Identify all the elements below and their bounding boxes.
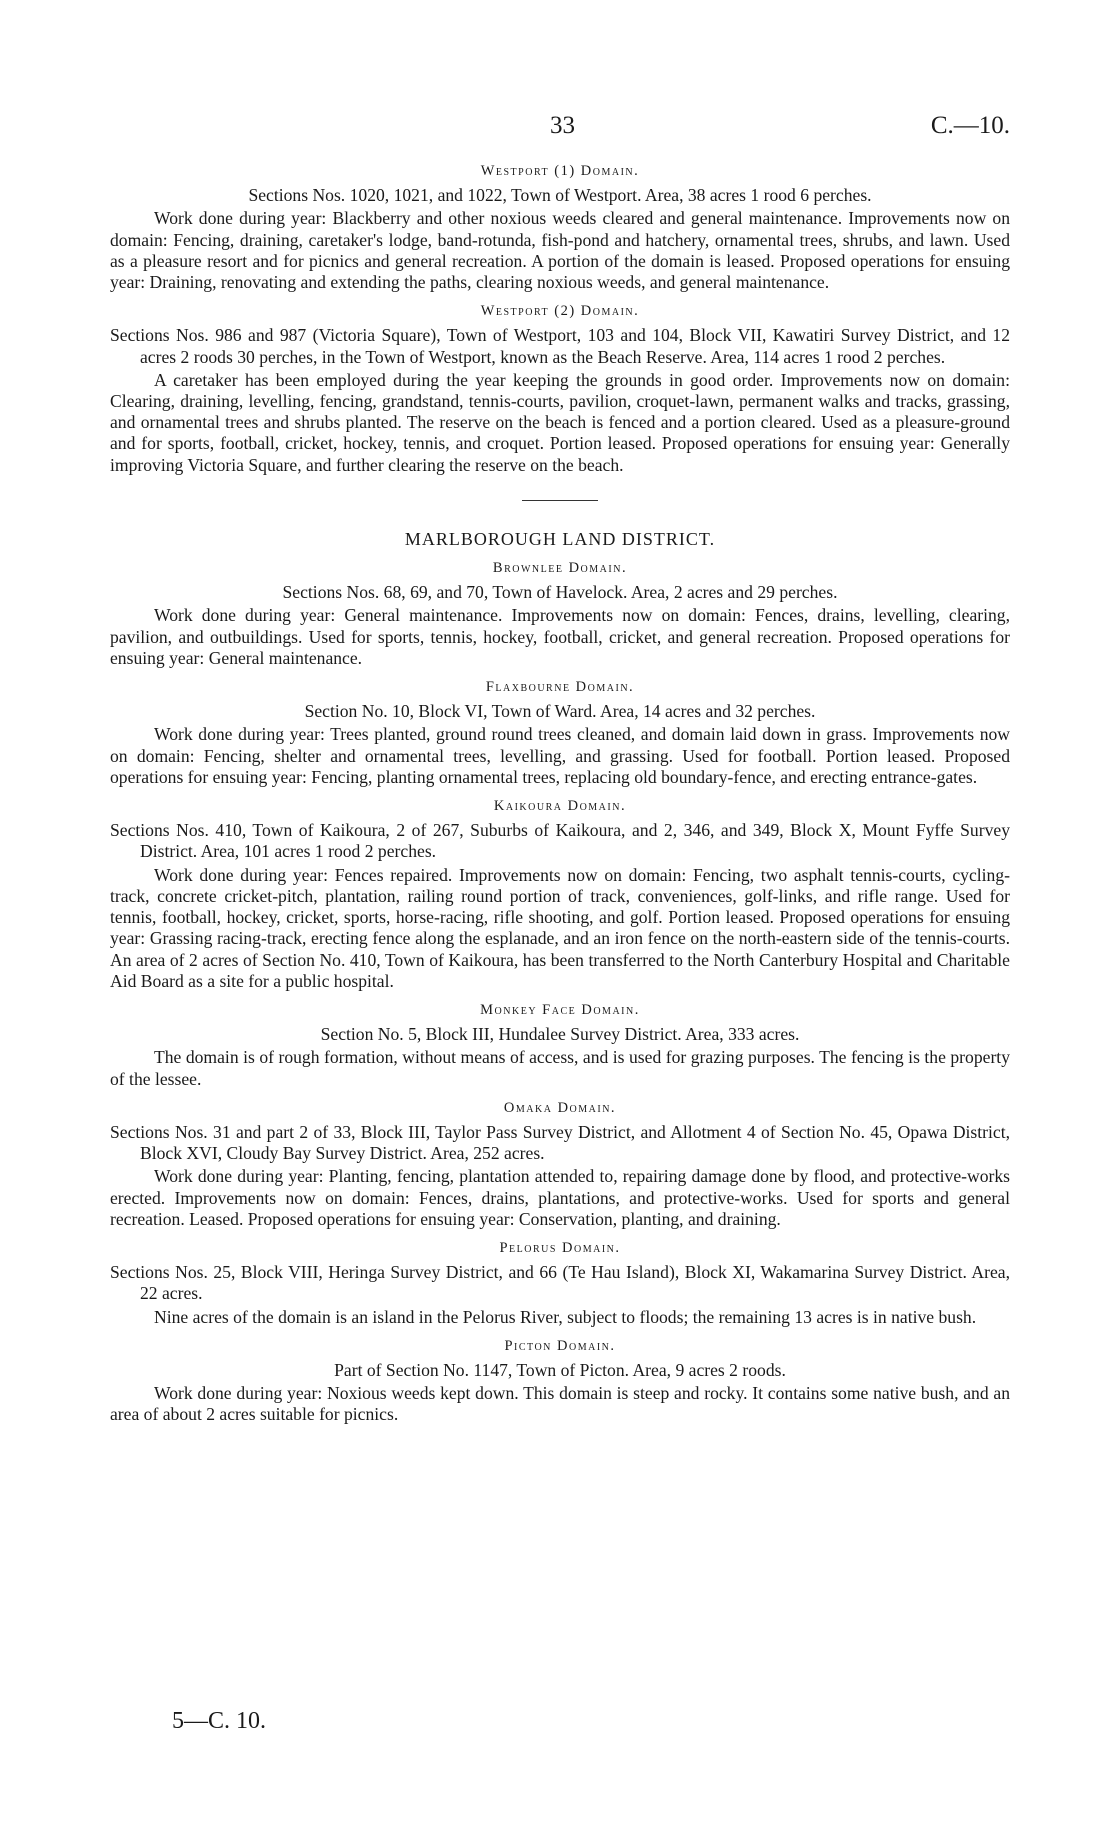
section-heading: Omaka Domain. <box>503 1099 617 1116</box>
page-body <box>110 161 1010 1428</box>
section-paragraph: Work done during year: Blackberry and other noxious weeds cleared and general maintenance. Improvements now on domain: Fencing, draining, caretaker's lodge, band-rotunda, fish-pond and hatchery, ornamental trees, shrubs, and lawn. Used as a pleasure resort and for picnics and general recreation. A portion of the domain is leased. Proposed operations for ensuing year: Draining, renovating and extending the paths, clearing noxious weeds, and general maintenance. <box>110 208 1010 293</box>
page-header <box>110 112 1010 142</box>
section-heading: Pelorus Domain. <box>499 1239 621 1256</box>
section-details: Section No. 10, Block VI, Town of Ward. Area, 14 acres and 32 perches. <box>304 701 816 722</box>
page-number: 33 <box>550 112 575 139</box>
section-heading: Picton Domain. <box>504 1337 616 1354</box>
section-details: Sections Nos. 68, 69, and 70, Town of Havelock. Area, 2 acres and 29 perches. <box>282 582 838 603</box>
section-paragraph: A caretaker has been employed during the year keeping the grounds in good order. Improvements now on domain: Clearing, draining, levelling, fencing, grandstand, tennis-courts, pavilion, croquet-lawn, permanent walks and tracks, grassing, and ornamental trees and shrubs planted. The reserve on the beach is fenced and a portion cleared. Used as a pleasure-ground and for sports, football, cricket, hockey, tennis, and croquet. Portion leased. Proposed operations for ensuing year: Generally improving Victoria Square, and further clearing the reserve on the beach. <box>110 369 1010 475</box>
page-footer-reference: 5—C. 10. <box>172 1708 267 1734</box>
section-paragraph: The domain is of rough formation, without means of access, and is used for grazing purposes. The fencing is the property of the lessee. <box>110 1047 1010 1089</box>
section-paragraph: Work done during year: Fences repaired. Improvements now on domain: Fencing, two asphalt tennis-courts, cycling-track, concrete cricket-pitch, plantation, railing round portion of track, conveniences, golf-links, and rifle range. Used for tennis, football, hockey, cricket, sports, horse-racing, rifle shooting, and golf. Portion leased. Proposed operations for ensuing year: Grassing racing-track, erecting fence along the esplanade, and an iron fence on the north-eastern side of the tennis-courts. An area of 2 acres of Section No. 410, Town of Kaikoura, has been transferred to the North Canterbury Hospital and Charitable Aid Board as a site for a public hospital. <box>110 864 1010 991</box>
monkey-face-section <box>110 1000 1010 1090</box>
section-paragraph: Work done during year: Planting, fencing, plantation attended to, repairing damage done by flood, and protective-works erected. Improvements now on domain: Fences, drains, plantations, and protective-works. Used for sports and general recreation. Leased. Proposed operations for ensuing year: Conservation, planting, and draining. <box>110 1166 1010 1229</box>
document-reference: C.—10. <box>930 112 1010 139</box>
section-heading: Kaikoura Domain. <box>493 798 627 815</box>
section-paragraph: Work done during year: Trees planted, ground round trees cleaned, and domain laid down in grass. Improvements now on domain: Fencing, shelter and ornamental trees, levelling, and grassing. Used for football. Portion leased. Proposed operations for ensuing year: Fencing, planting ornamental trees, replacing old boundary-fence, and erecting entrance-gates. <box>110 724 1010 787</box>
divider-rule <box>522 500 598 501</box>
section-heading: Flaxbourne Domain. <box>485 679 635 696</box>
section-details: Section No. 5, Block III, Hundalee Survey District. Area, 333 acres. <box>320 1024 800 1045</box>
section-paragraph: Nine acres of the domain is an island in the Pelorus River, subject to floods; the remaining 13 acres is in native bush. <box>154 1306 977 1327</box>
section-details: Sections Nos. 31 and part 2 of 33, Block III, Taylor Pass Survey District, and Allotment 4 of Section No. 45, Opawa District, Block XVI, Cloudy Bay Survey District. Area, 252 acres. <box>110 1121 1010 1164</box>
section-details: Sections Nos. 25, Block VIII, Heringa Survey District, and 66 (Te Hau Island), Block XI, Wakamarina Survey District. Area, 22 acres. <box>110 1262 1010 1304</box>
section-paragraph: Work done during year: Noxious weeds kept down. This domain is steep and rocky. It contains some native bush, and an area of about 2 acres suitable for picnics. <box>110 1383 1010 1425</box>
section-heading: Brownlee Domain. <box>492 560 628 577</box>
section-paragraph: Work done during year: General maintenance. Improvements now on domain: Fences, drains, levelling, clearing, pavilion, and outbuildings. Used for sports, tennis, hockey, football, cricket, and general recreation. Proposed operations for ensuing year: General maintenance. <box>110 605 1010 668</box>
section-details: Part of Section No. 1147, Town of Picton. Area, 9 acres 2 roods. <box>334 1359 786 1380</box>
omaka-section <box>110 1098 1010 1230</box>
westport-1-section <box>110 161 1010 293</box>
kaikoura-section <box>110 796 1010 992</box>
district-title: MARLBOROUGH LAND DISTRICT. <box>404 528 716 549</box>
brownlee-section <box>110 558 1010 669</box>
westport-2-section <box>110 301 1010 476</box>
section-details: Sections Nos. 410, Town of Kaikoura, 2 of 267, Suburbs of Kaikoura, and 2, 346, and 349, Block X, Mount Fyffe Survey District. Area, 101 acres 1 rood 2 perches. <box>110 820 1010 862</box>
section-details: Sections Nos. 986 and 987 (Victoria Square), Town of Westport, 103 and 104, Block VII, Kawatiri Survey District, and 12 acres 2 roods 30 perches, in the Town of Westport, known as the Beach Reserve. Area, 114 acres 1 rood 2 perches. <box>110 325 1010 367</box>
section-heading: Westport (1) Domain. <box>480 163 640 179</box>
section-heading: Monkey Face Domain. <box>480 1001 640 1018</box>
section-heading: Westport (2) Domain. <box>480 303 640 320</box>
section-details: Sections Nos. 1020, 1021, and 1022, Town of Westport. Area, 38 acres 1 rood 6 perches. <box>248 185 872 206</box>
flaxbourne-section <box>110 677 1010 788</box>
picton-section <box>110 1336 1010 1426</box>
pelorus-section <box>110 1238 1010 1328</box>
